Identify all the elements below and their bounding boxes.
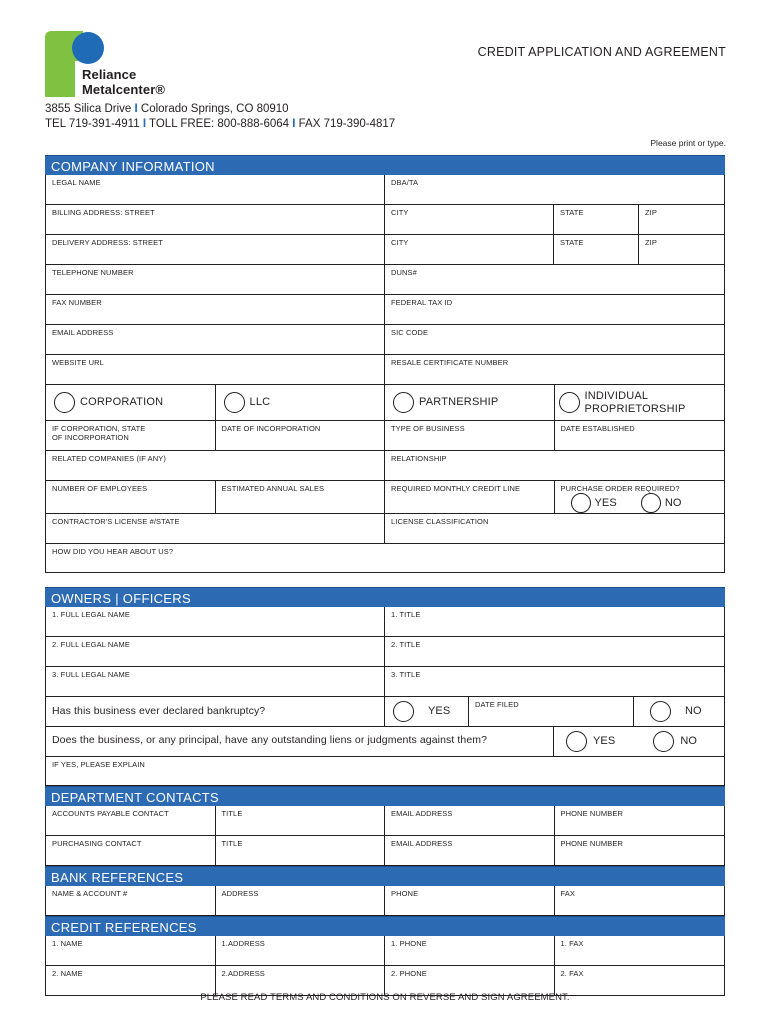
owner-2-title-field[interactable]: 2. TITLE bbox=[391, 640, 421, 649]
telephone: TEL 719-391-4911 bbox=[45, 118, 140, 130]
po-yes-label: YES bbox=[594, 496, 617, 509]
fax: FAX 719-390-4817 bbox=[298, 118, 396, 130]
form-row bbox=[45, 481, 725, 514]
llc-label: LLC bbox=[249, 396, 271, 408]
form-row bbox=[45, 667, 725, 697]
credit-1-name-field[interactable]: 1. NAME bbox=[46, 936, 216, 965]
toll-free: TOLL FREE: 800-888-6064 bbox=[149, 118, 290, 130]
dba-field[interactable]: DBA/TA bbox=[391, 178, 419, 187]
ap-phone-field[interactable]: PHONE NUMBER bbox=[560, 809, 623, 818]
option-individual-proprietorship[interactable] bbox=[555, 385, 725, 420]
po-no-label: NO bbox=[664, 496, 682, 509]
liens-yes-radio[interactable] bbox=[566, 731, 587, 752]
purchase-order-options bbox=[561, 493, 725, 513]
license-classification-field[interactable]: LICENSE CLASSIFICATION bbox=[391, 517, 489, 526]
how-did-you-hear-field[interactable]: HOW DID YOU HEAR ABOUT US? bbox=[52, 547, 174, 556]
delivery-zip-field[interactable]: ZIP bbox=[645, 238, 657, 247]
bankruptcy-no-label: NO bbox=[685, 705, 702, 717]
form-row bbox=[45, 451, 725, 481]
bankruptcy-row bbox=[45, 697, 725, 727]
form-row bbox=[45, 325, 725, 355]
billing-street-field[interactable]: BILLING ADDRESS: STREET bbox=[46, 205, 385, 234]
form-row bbox=[45, 637, 725, 667]
bankruptcy-yes-label: YES bbox=[428, 705, 451, 717]
brand-line-2: Metalcenter® bbox=[82, 82, 166, 97]
date-of-incorporation-field[interactable]: DATE OF INCORPORATION bbox=[216, 421, 386, 450]
delivery-state-field[interactable]: STATE bbox=[554, 235, 639, 264]
corporation-label: CORPORATION bbox=[80, 396, 164, 408]
section-credit-references: CREDIT REFERENCES bbox=[45, 916, 725, 936]
print-note: Please print or type. bbox=[650, 138, 726, 148]
credit-2-address-field[interactable]: 2.ADDRESS bbox=[216, 966, 386, 995]
liens-no-label: NO bbox=[680, 735, 698, 747]
contractor-license-field[interactable]: CONTRACTOR'S LICENSE #/STATE bbox=[46, 514, 385, 543]
corporation-state-label-2: OF INCORPORATION bbox=[52, 433, 129, 442]
document-title: CREDIT APPLICATION AND AGREEMENT bbox=[477, 45, 726, 59]
resale-certificate-field[interactable]: RESALE CERTIFICATE NUMBER bbox=[391, 358, 509, 367]
telephone-field[interactable]: TELEPHONE NUMBER bbox=[46, 265, 385, 294]
related-companies-field[interactable]: RELATED COMPANIES (IF ANY) bbox=[46, 451, 385, 480]
purchase-order-field bbox=[555, 481, 725, 513]
liens-no-radio[interactable] bbox=[653, 731, 674, 752]
corporation-state-label-1: IF CORPORATION, STATE bbox=[52, 424, 146, 433]
bank-fax-field[interactable]: FAX bbox=[560, 889, 575, 898]
separator: I bbox=[292, 118, 296, 130]
federal-tax-id-field[interactable]: FEDERAL TAX ID bbox=[391, 298, 453, 307]
bank-name-account-field[interactable]: NAME & ACCOUNT # bbox=[46, 886, 216, 915]
ap-contact-field[interactable]: ACCOUNTS PAYABLE CONTACT bbox=[46, 806, 216, 835]
delivery-city-field[interactable]: CITY bbox=[385, 235, 554, 264]
purchasing-email-field[interactable]: EMAIL ADDRESS bbox=[385, 836, 555, 865]
purchase-order-label: PURCHASE ORDER REQUIRED? bbox=[560, 484, 680, 493]
owner-1-title-field[interactable]: 1. TITLE bbox=[391, 610, 421, 619]
owner-2-name-field[interactable]: 2. FULL LEGAL NAME bbox=[46, 637, 385, 666]
brand-name bbox=[82, 67, 165, 97]
form-row bbox=[45, 295, 725, 325]
date-established-field[interactable]: DATE ESTABLISHED bbox=[560, 424, 635, 433]
website-url-field[interactable]: WEBSITE URL bbox=[46, 355, 385, 384]
separator: I bbox=[134, 103, 138, 115]
form-row bbox=[45, 235, 725, 265]
corporation-state-field[interactable] bbox=[46, 421, 216, 450]
section-department-contacts: DEPARTMENT CONTACTS bbox=[45, 786, 725, 806]
credit-2-name-field[interactable]: 2. NAME bbox=[46, 966, 216, 995]
bank-address-field[interactable]: ADDRESS bbox=[216, 886, 386, 915]
form-row bbox=[45, 757, 725, 786]
option-partnership[interactable] bbox=[385, 385, 555, 420]
form-row bbox=[45, 886, 725, 916]
purchasing-title-field[interactable]: TITLE bbox=[216, 836, 386, 865]
bankruptcy-question: Has this business ever declared bankruptcy? bbox=[46, 697, 385, 726]
individual-radio[interactable] bbox=[559, 392, 580, 413]
bankruptcy-no-radio[interactable] bbox=[650, 701, 671, 722]
liens-options bbox=[554, 727, 724, 756]
billing-zip-field[interactable]: ZIP bbox=[645, 208, 657, 217]
contact-line bbox=[45, 117, 395, 132]
form-row bbox=[45, 421, 725, 451]
billing-city-field[interactable]: CITY bbox=[385, 205, 554, 234]
individual-label bbox=[585, 390, 686, 416]
ap-email-field[interactable]: EMAIL ADDRESS bbox=[385, 806, 555, 835]
form-row bbox=[45, 265, 725, 295]
liens-question: Does the business, or any principal, have any outstanding liens or judgments against them? bbox=[46, 727, 554, 756]
owner-1-name-field[interactable]: 1. FULL LEGAL NAME bbox=[46, 607, 385, 636]
form-row bbox=[45, 836, 725, 866]
business-type-row bbox=[45, 385, 725, 421]
form-row bbox=[45, 205, 725, 235]
individual-label-2: PROPRIETORSHIP bbox=[584, 402, 686, 415]
partnership-label: PARTNERSHIP bbox=[419, 396, 499, 408]
email-address-field[interactable]: EMAIL ADDRESS bbox=[46, 325, 385, 354]
separator: I bbox=[142, 118, 147, 130]
billing-state-field[interactable]: STATE bbox=[554, 205, 639, 234]
relationship-field[interactable]: RELATIONSHIP bbox=[391, 454, 447, 463]
section-owners-officers: OWNERS | OFFICERS bbox=[45, 587, 725, 607]
address-line bbox=[45, 102, 395, 117]
spacer bbox=[45, 573, 725, 587]
individual-label-1: INDIVIDUAL bbox=[584, 389, 649, 402]
section-company-information: COMPANY INFORMATION bbox=[45, 155, 725, 175]
company-address-block bbox=[45, 102, 395, 132]
owner-3-title-field[interactable]: 3. TITLE bbox=[391, 670, 421, 679]
section-bank-references: BANK REFERENCES bbox=[45, 866, 725, 886]
credit-1-phone-field[interactable]: 1. PHONE bbox=[385, 936, 555, 965]
credit-line-field[interactable]: REQUIRED MONTHLY CREDIT LINE bbox=[385, 481, 555, 513]
form-row bbox=[45, 175, 725, 205]
employees-field[interactable]: NUMBER OF EMPLOYEES bbox=[46, 481, 216, 513]
po-no-radio[interactable] bbox=[641, 493, 661, 513]
form-row bbox=[45, 806, 725, 836]
purchasing-phone-field[interactable]: PHONE NUMBER bbox=[560, 839, 623, 848]
explain-field[interactable]: IF YES, PLEASE EXPLAIN bbox=[52, 760, 145, 769]
form-row bbox=[45, 607, 725, 637]
credit-2-fax-field[interactable]: 2. FAX bbox=[560, 969, 584, 978]
form-row bbox=[45, 355, 725, 385]
duns-field[interactable]: DUNS# bbox=[391, 268, 417, 277]
legal-name-field[interactable]: LEGAL NAME bbox=[46, 175, 385, 204]
form-row bbox=[45, 936, 725, 966]
ap-title-field[interactable]: TITLE bbox=[216, 806, 386, 835]
form-row bbox=[45, 544, 725, 573]
logo-blue-dot bbox=[72, 32, 104, 64]
bankruptcy-yes-option[interactable] bbox=[385, 697, 469, 726]
footer-note: PLEASE READ TERMS AND CONDITIONS ON REVERSE AND SIGN AGREEMENT. bbox=[200, 992, 570, 1003]
delivery-street-field[interactable]: DELIVERY ADDRESS: STREET bbox=[46, 235, 385, 264]
owner-3-name-field[interactable]: 3. FULL LEGAL NAME bbox=[46, 667, 385, 696]
partnership-radio[interactable] bbox=[393, 392, 414, 413]
street-address: 3855 Silica Drive bbox=[45, 103, 132, 115]
form-row bbox=[45, 514, 725, 544]
type-of-business-field[interactable]: TYPE OF BUSINESS bbox=[385, 421, 555, 450]
liens-yes-label: YES bbox=[593, 735, 616, 747]
bankruptcy-no-option[interactable] bbox=[634, 697, 722, 726]
bankruptcy-yes-radio[interactable] bbox=[393, 701, 414, 722]
annual-sales-field[interactable]: ESTIMATED ANNUAL SALES bbox=[216, 481, 386, 513]
date-filed-field[interactable]: DATE FILED bbox=[469, 697, 634, 726]
credit-application-form bbox=[45, 155, 725, 996]
brand-line-1: Reliance bbox=[82, 67, 137, 82]
purchasing-contact-field[interactable]: PURCHASING CONTACT bbox=[46, 836, 216, 865]
fax-number-field[interactable]: FAX NUMBER bbox=[46, 295, 385, 324]
llc-radio[interactable] bbox=[224, 392, 245, 413]
credit-1-fax-field[interactable]: 1. FAX bbox=[560, 939, 584, 948]
city-address: Colorado Springs, CO 80910 bbox=[140, 103, 289, 115]
sic-code-field[interactable]: SIC CODE bbox=[391, 328, 429, 337]
bank-phone-field[interactable]: PHONE bbox=[385, 886, 555, 915]
option-llc[interactable] bbox=[216, 385, 386, 420]
po-yes-radio[interactable] bbox=[571, 493, 591, 513]
credit-2-phone-field[interactable]: 2. PHONE bbox=[385, 966, 555, 995]
corporation-radio[interactable] bbox=[54, 392, 75, 413]
liens-row bbox=[45, 727, 725, 757]
option-corporation[interactable] bbox=[46, 385, 216, 420]
credit-1-address-field[interactable]: 1.ADDRESS bbox=[216, 936, 386, 965]
